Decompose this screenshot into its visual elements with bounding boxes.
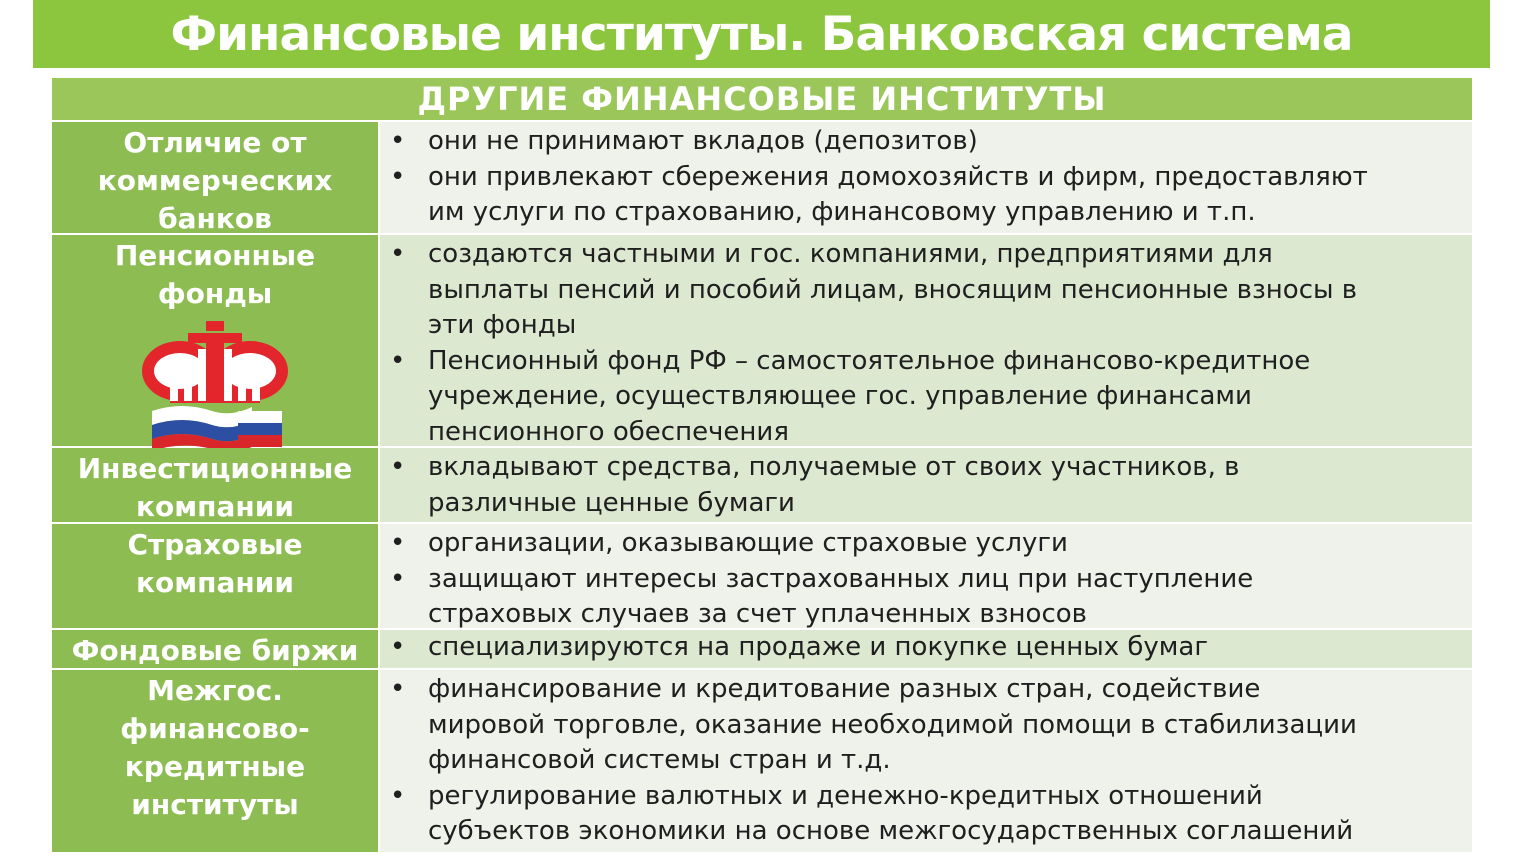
list-item-text: создаются частными и гос. компаниями, предприятиями для выплаты пенсий и пособий лицам, вносящим пенсионные взносы в эти фонды [428, 239, 1358, 340]
row-content [380, 122, 1472, 233]
table-row-insurance-companies [52, 522, 1472, 628]
list-item-text: Пенсионный фонд РФ – самостоятельное финансово-кредитное учреждение, осуществляющее гос. управление финансами пенсионного обеспечения [428, 345, 1311, 447]
row-content [380, 630, 1472, 668]
list-item-text: вкладывают средства, получаемые от своих участников, в различные ценные бумаги [428, 452, 1240, 518]
list-item-text: они привлекают сбережения домохозяйств и фирм, предоставляют им услуги по страхованию, финансовому управлению и т.п. [428, 161, 1368, 227]
row-label [52, 235, 380, 446]
pfr-logo-icon [140, 319, 290, 461]
list-item [380, 630, 1462, 666]
list-item [380, 450, 1462, 521]
table-header: ДРУГИЕ ФИНАНСОВЫЕ ИНСТИТУТЫ [52, 78, 1472, 120]
row-label [52, 630, 380, 668]
list-item-text: финансирование и кредитование разных стран, содействие мировой торговле, оказание необходимой помощи в стабилизации финансовой системы стран и т.д. [428, 674, 1357, 775]
table-row-pension-funds [52, 233, 1472, 446]
row-label-text: Инвестиционные компании [77, 452, 353, 523]
bullet-marker: • [390, 632, 406, 662]
list-item [380, 160, 1462, 231]
row-label-text: Отличие от коммерческих банков [97, 126, 333, 235]
row-label-text: Страховые компании [127, 528, 303, 599]
bullet-marker: • [390, 239, 406, 269]
list-item [380, 779, 1462, 850]
institutions-table [52, 78, 1472, 852]
list-item-text: они не принимают вкладов (депозитов) [428, 126, 978, 156]
list-item-text: защищают интересы застрахованных лиц при наступление страховых случаев за счет уплаченных взносов [428, 563, 1254, 629]
bullet-marker: • [390, 528, 406, 558]
row-label [52, 524, 380, 628]
table-row-stock-exchanges [52, 628, 1472, 668]
row-content [380, 235, 1472, 446]
list-item [380, 526, 1462, 562]
table-row-investment-companies [52, 446, 1472, 522]
title-bar [33, 0, 1490, 68]
table-row-intergovernmental-institutions [52, 668, 1472, 852]
bullet-marker: • [390, 161, 406, 192]
list-item-text: специализируются на продаже и покупке ценных бумаг [428, 632, 1208, 662]
bullet-marker: • [390, 780, 406, 811]
list-item [380, 344, 1462, 451]
row-label-text: Фондовые биржи [71, 634, 359, 667]
list-item-text: регулирование валютных и денежно-кредитных отношений субъектов экономики на основе межгосударственных соглашений [428, 780, 1354, 846]
row-content [380, 524, 1472, 628]
row-label-text: Межгос. финансово- кредитные институты [120, 674, 310, 821]
bullet-marker: • [390, 674, 406, 704]
bullet-marker: • [390, 126, 406, 156]
bullet-marker: • [390, 452, 406, 482]
list-item-text: организации, оказывающие страховые услуги [428, 528, 1068, 558]
row-label [52, 448, 380, 522]
row-label [52, 122, 380, 233]
list-item [380, 672, 1462, 779]
table-row-commercial-difference [52, 120, 1472, 233]
bullet-marker: • [390, 345, 406, 376]
row-label [52, 670, 380, 852]
page-title: Финансовые институты. Банковская система [170, 6, 1353, 62]
row-content [380, 448, 1472, 522]
list-item [380, 237, 1462, 344]
bullet-marker: • [390, 563, 406, 594]
list-item [380, 124, 1462, 160]
row-content [380, 670, 1472, 852]
list-item [380, 562, 1462, 633]
row-label-text: Пенсионные фонды [114, 239, 316, 310]
